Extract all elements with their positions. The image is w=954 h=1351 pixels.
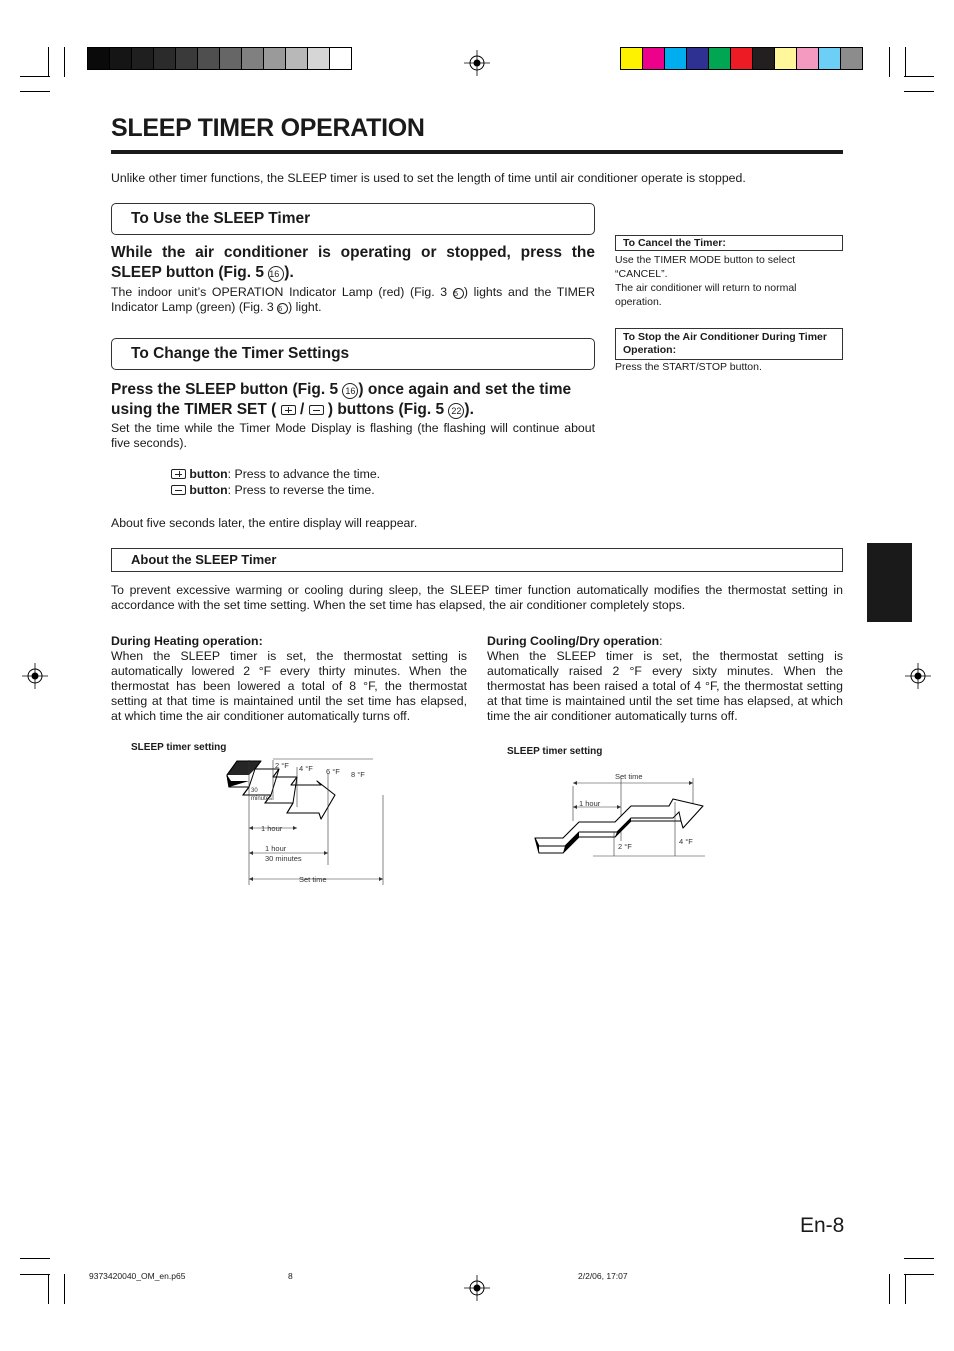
use-timer-heading: To Use the SLEEP Timer bbox=[131, 210, 311, 227]
heating-set-time: Set time bbox=[299, 875, 327, 884]
gray-strip-swatch bbox=[153, 48, 175, 69]
cooling-body: When the SLEEP timer is set, the thermostat setting is automatically raised 2 °F every sixty minutes. When the thermostat has been raised a total of 4 °F, the thermostat setting at that time is maintained until the set time has elapsed, at which time the air conditioner automatically turns off. bbox=[487, 649, 843, 723]
figure-ref-22: 22 bbox=[448, 403, 464, 419]
footer-page: 8 bbox=[288, 1271, 293, 1281]
color-strip-swatch bbox=[642, 48, 664, 69]
gray-strip-swatch bbox=[307, 48, 329, 69]
figure-ref-16: 16 bbox=[342, 383, 358, 399]
change-timer-heading-box bbox=[111, 338, 595, 370]
cooling-one-hour: 1 hour bbox=[579, 799, 601, 808]
stop-timer-box: To Stop the Air Conditioner During Timer Operation: bbox=[615, 328, 843, 360]
figure-ref-6: 6 bbox=[277, 303, 288, 314]
heating-step-6: 6 °F bbox=[326, 767, 340, 776]
heating-step-8: 8 °F bbox=[351, 770, 365, 779]
gray-strip-swatch bbox=[285, 48, 307, 69]
title-rule bbox=[111, 150, 843, 154]
gray-strip-swatch bbox=[88, 48, 109, 69]
minus-button-description: button: Press to reverse the time. bbox=[171, 483, 375, 498]
gray-strip-swatch bbox=[241, 48, 263, 69]
use-timer-body: The indoor unit’s OPERATION Indicator Lamp (red) (Fig. 3 5 ) lights and the TIMER Indicator Lamp (green) (Fig. 3 6 ) light. bbox=[111, 285, 595, 314]
heating-step-4: 4 °F bbox=[299, 764, 313, 773]
cooling-set-time: Set time bbox=[615, 772, 643, 781]
color-strip-swatch bbox=[796, 48, 818, 69]
change-timer-instruction: Press the SLEEP button (Fig. 5 16 ) once again and set the time using the TIMER SET ( / ) buttons (Fig. 5 22 ). bbox=[111, 381, 572, 418]
gray-strip-swatch bbox=[219, 48, 241, 69]
registration-mark-right bbox=[905, 663, 931, 689]
stop-timer-text: Press the START/STOP button. bbox=[615, 361, 762, 373]
registration-mark-left bbox=[22, 663, 48, 689]
about-timer-body: To prevent excessive warming or cooling during sleep, the SLEEP timer function automatically modifies the thermostat setting in accordance with the set time setting. When the set time has elapsed, the air conditioner completely stops. bbox=[111, 583, 843, 612]
heating-interval-minutes: minutes bbox=[251, 796, 273, 802]
plus-key-icon bbox=[171, 469, 186, 479]
color-strip-swatch bbox=[708, 48, 730, 69]
color-strip-swatch bbox=[730, 48, 752, 69]
cooling-operation-block: During Cooling/Dry operation: When the SLEEP timer is set, the thermostat setting is automatically raised 2 °F every sixty minutes. When the thermostat has been raised a total of 4 °F, the thermostat setting at that time is maintained until the set time has elapsed, at which time the air conditioner automatically turns off. bbox=[487, 634, 843, 723]
gray-strip-swatch bbox=[175, 48, 197, 69]
about-timer-heading-box bbox=[111, 548, 843, 572]
intro-text: Unlike other timer functions, the SLEEP timer is used to set the length of time until air conditioner operate is stopped. bbox=[111, 171, 746, 185]
gray-strip-swatch bbox=[197, 48, 219, 69]
figure-ref-16: 16 bbox=[268, 266, 284, 282]
use-timer-instruction: While the air conditioner is operating or stopped, press the SLEEP button (Fig. 5 16 ). bbox=[111, 244, 595, 281]
color-strip-swatch bbox=[774, 48, 796, 69]
cooling-sleep-diagram bbox=[533, 766, 708, 861]
heating-one-half-bottom: 30 minutes bbox=[265, 854, 302, 863]
gray-strip-swatch bbox=[329, 48, 351, 69]
heating-interval-30: 30 bbox=[251, 788, 258, 794]
gray-strip-swatch bbox=[131, 48, 153, 69]
heating-one-hour: 1 hour bbox=[261, 824, 283, 833]
heating-heading: During Heating operation bbox=[111, 634, 259, 648]
plus-key-icon bbox=[281, 405, 296, 415]
color-strip-swatch bbox=[686, 48, 708, 69]
change-timer-heading: To Change the Timer Settings bbox=[131, 345, 350, 362]
about-timer-heading: About the SLEEP Timer bbox=[131, 552, 277, 567]
section-tab bbox=[867, 543, 912, 622]
change-timer-body: Set the time while the Timer Mode Display is flashing (the flashing will continue about five seconds). bbox=[111, 421, 595, 450]
cooling-diagram-title: SLEEP timer setting bbox=[507, 746, 603, 757]
footer-date: 2/2/06, 17:07 bbox=[578, 1271, 628, 1281]
heating-diagram-title: SLEEP timer setting bbox=[131, 742, 227, 753]
color-strip-swatch bbox=[840, 48, 862, 69]
page-title: SLEEP TIMER OPERATION bbox=[111, 114, 425, 142]
heating-one-half-top: 1 hour bbox=[265, 844, 287, 853]
grayscale-swatch-strip bbox=[87, 47, 352, 70]
heating-body: When the SLEEP timer is set, the thermostat setting is automatically lowered 2 °F every thirty minutes. When the thermostat has been lowered a total of 8 °F, the thermostat setting at that time is maintained until the set time has elapsed, at which time the air conditioner automatically turns off. bbox=[111, 649, 467, 723]
cooling-step-4: 4 °F bbox=[679, 837, 693, 846]
heating-operation-block: During Heating operation: When the SLEEP timer is set, the thermostat setting is automatically lowered 2 °F every thirty minutes. When the thermostat has been lowered a total of 8 °F, the thermostat setting at that time is maintained until the set time has elapsed, at which time the air conditioner automatically turns off. bbox=[111, 634, 467, 723]
color-swatch-strip bbox=[620, 47, 863, 70]
minus-key-icon bbox=[309, 405, 324, 415]
reappear-text: About five seconds later, the entire display will reappear. bbox=[111, 516, 418, 530]
color-strip-swatch bbox=[752, 48, 774, 69]
plus-button-description: button: Press to advance the time. bbox=[171, 467, 380, 482]
cooling-heading: During Cooling/Dry operation bbox=[487, 634, 660, 648]
registration-mark-top bbox=[464, 50, 490, 76]
page-number: En-8 bbox=[800, 1214, 845, 1237]
figure-ref-5: 5 bbox=[453, 288, 464, 299]
cancel-timer-box: To Cancel the Timer: bbox=[615, 235, 843, 251]
color-strip-swatch bbox=[664, 48, 686, 69]
heating-step-2: 2 °F bbox=[275, 761, 289, 770]
color-strip-swatch bbox=[621, 48, 642, 69]
gray-strip-swatch bbox=[109, 48, 131, 69]
cooling-step-2: 2 °F bbox=[618, 842, 632, 851]
color-strip-swatch bbox=[818, 48, 840, 69]
registration-mark-bottom bbox=[464, 1275, 490, 1301]
use-timer-heading-box bbox=[111, 203, 595, 235]
minus-key-icon bbox=[171, 485, 186, 495]
gray-strip-swatch bbox=[263, 48, 285, 69]
heating-sleep-diagram bbox=[225, 755, 390, 885]
footer-file: 9373420040_OM_en.p65 bbox=[89, 1271, 186, 1281]
cancel-timer-text: Use the TIMER MODE button to select “CANCEL”. The air conditioner will return to normal operation. bbox=[615, 254, 797, 308]
